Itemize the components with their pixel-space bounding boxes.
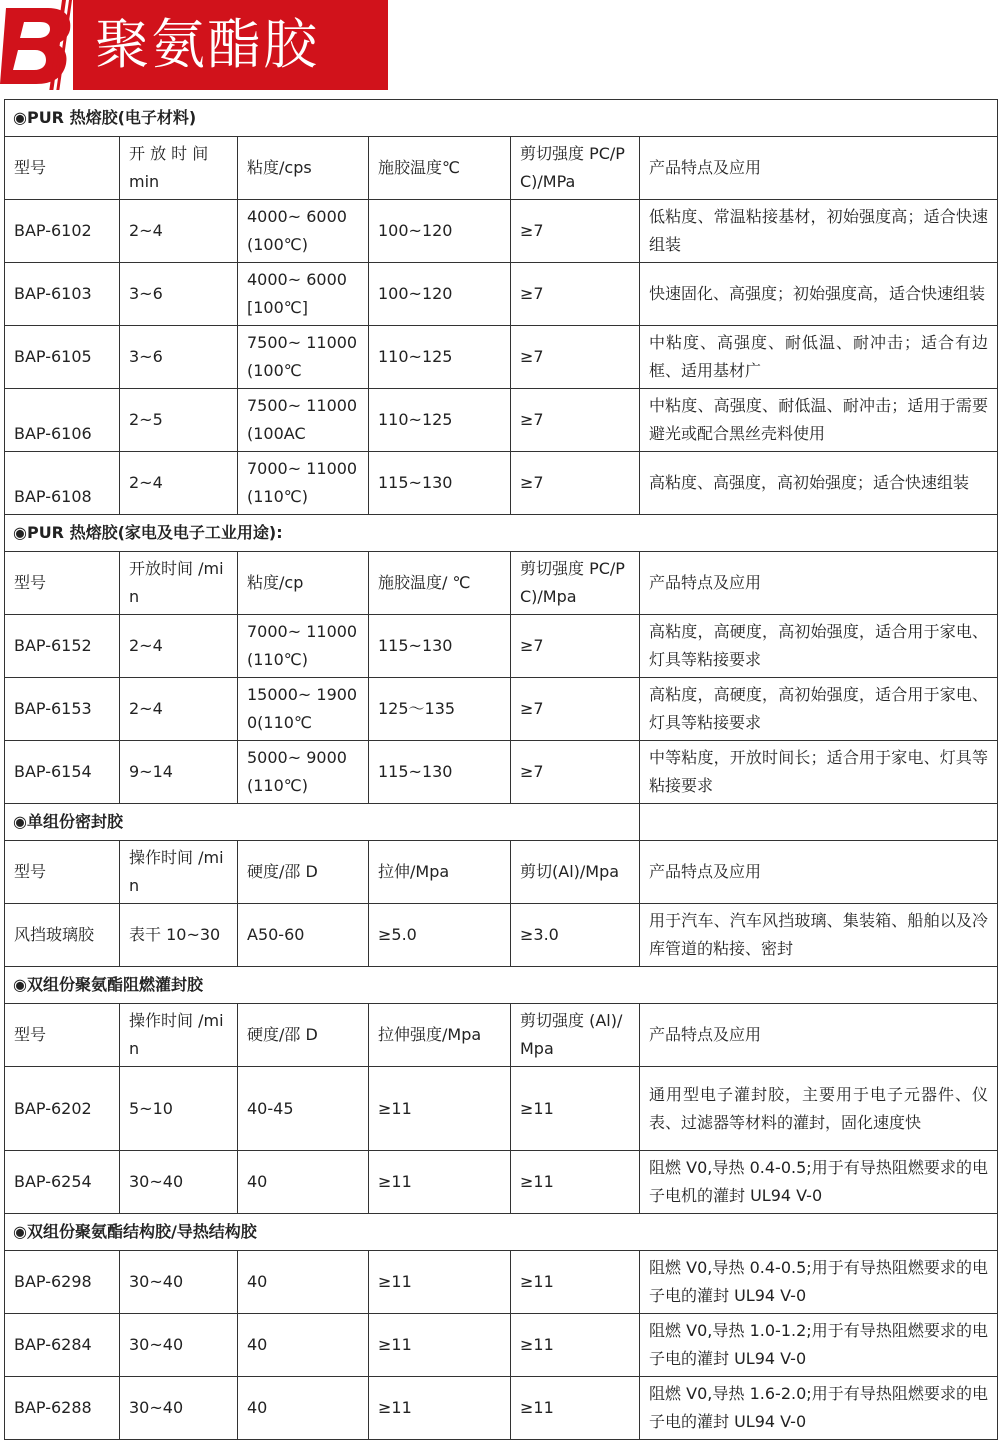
value-cell: ≥7 [511,263,640,326]
table-row [5,452,998,515]
section-title: ◉单组份密封胶 [5,804,640,841]
header-cell: 型号 [5,841,120,904]
title-banner [73,0,388,90]
value-cell: 7500~ 11000(100AC [238,389,369,452]
header-cell: 开放时间 /min [120,552,238,615]
model-cell: BAP-6152 [5,615,120,678]
table-header-row [5,552,998,615]
feature-cell: 高粘度，高硬度，高初始强度，适合用于家电、灯具等粘接要求 [640,615,998,678]
table-row [5,263,998,326]
table-row [5,615,998,678]
model-cell: BAP-6103 [5,263,120,326]
model-cell: BAP-6106 [5,389,120,452]
section-title: ◉双组份聚氨酯结构胶/导热结构胶 [5,1214,998,1251]
value-cell: 30~40 [120,1151,238,1214]
feature-cell: 阻燃 V0,导热 1.0-1.2;用于有导热阻燃要求的电子电的灌封 UL94 V-0 [640,1314,998,1377]
value-cell: 7500~ 11000(100℃ [238,326,369,389]
model-cell: BAP-6288 [5,1377,120,1440]
value-cell: ≥11 [511,1314,640,1377]
table-header-row [5,1004,998,1067]
value-cell: ≥3.0 [511,904,640,967]
header-cell: 型号 [5,137,120,200]
value-cell: 110~125 [369,389,511,452]
feature-cell: 高粘度、高强度，高初始强度；适合快速组装 [640,452,998,515]
model-cell: BAP-6202 [5,1067,120,1151]
table-row [5,741,998,804]
value-cell: ≥11 [369,1314,511,1377]
header-cell: 硬度/邵 D [238,841,369,904]
brand-logo-icon [0,0,78,90]
table-row [5,1251,998,1314]
model-cell: BAP-6153 [5,678,120,741]
value-cell: 40-45 [238,1067,369,1151]
feature-cell: 中等粘度，开放时间长；适合用于家电、灯具等粘接要求 [640,741,998,804]
value-cell: 30~40 [120,1314,238,1377]
model-cell: BAP-6284 [5,1314,120,1377]
model-cell: BAP-6254 [5,1151,120,1214]
value-cell: ≥11 [511,1067,640,1151]
value-cell: 110~125 [369,326,511,389]
feature-cell: 低粘度、常温粘接基材，初始强度高；适合快速组装 [640,200,998,263]
feature-cell: 阻燃 V0,导热 0.4-0.5;用于有导热阻燃要求的电子电机的灌封 UL94 V-0 [640,1151,998,1214]
value-cell: ≥11 [511,1151,640,1214]
value-cell: 5~10 [120,1067,238,1151]
feature-cell: 用于汽车、汽车风挡玻璃、集装箱、船舶以及冷库管道的粘接、密封 [640,904,998,967]
section-title: ◉PUR 热熔胶(电子材料) [5,100,998,137]
header-cell: 粘度/cp [238,552,369,615]
value-cell: 40 [238,1151,369,1214]
header-cell: 硬度/邵 D [238,1004,369,1067]
section-title: ◉双组份聚氨酯阻燃灌封胶 [5,967,998,1004]
feature-cell: 高粘度，高硬度，高初始强度，适合用于家电、灯具等粘接要求 [640,678,998,741]
table-row [5,678,998,741]
header-cell: 开 放 时 间 min [120,137,238,200]
value-cell: ≥11 [369,1151,511,1214]
value-cell: 40 [238,1377,369,1440]
section-title-row [5,1214,998,1251]
table-row [5,1067,998,1151]
value-cell: 9~14 [120,741,238,804]
value-cell: ≥7 [511,326,640,389]
model-cell: BAP-6154 [5,741,120,804]
header-cell: 产品特点及应用 [640,552,998,615]
table-row [5,1314,998,1377]
header-cell: 型号 [5,552,120,615]
value-cell: 30~40 [120,1251,238,1314]
header-cell: 操作时间 /min [120,841,238,904]
value-cell: 125～135 [369,678,511,741]
header-cell: 剪切强度 PC/PC)/Mpa [511,552,640,615]
section-title-row [5,515,998,552]
value-cell: ≥5.0 [369,904,511,967]
model-cell: BAP-6105 [5,326,120,389]
value-cell: 7000~ 11000(110℃) [238,615,369,678]
value-cell: 115~130 [369,615,511,678]
value-cell: 100~120 [369,263,511,326]
table-row [5,389,998,452]
feature-cell: 中粘度、高强度、耐低温、耐冲击；适合有边框、适用基材广 [640,326,998,389]
table-row [5,200,998,263]
value-cell: 5000~ 9000(110℃) [238,741,369,804]
value-cell: 15000~ 19000(110℃ [238,678,369,741]
header-cell: 剪切强度 (Al)/Mpa [511,1004,640,1067]
feature-cell: 阻燃 V0,导热 1.6-2.0;用于有导热阻燃要求的电子电的灌封 UL94 V-0 [640,1377,998,1440]
product-table [4,99,998,1440]
table-header-row [5,841,998,904]
value-cell: 4000~ 6000[100℃] [238,263,369,326]
model-cell: BAP-6298 [5,1251,120,1314]
value-cell: 100~120 [369,200,511,263]
page-header [0,0,1000,92]
header-cell: 产品特点及应用 [640,841,998,904]
table-header-row [5,137,998,200]
value-cell: ≥11 [511,1377,640,1440]
header-cell: 操作时间 /min [120,1004,238,1067]
model-cell: BAP-6108 [5,452,120,515]
header-cell: 产品特点及应用 [640,1004,998,1067]
header-cell: 型号 [5,1004,120,1067]
page-title: 聚氨酯胶 [95,13,319,76]
section-title-row [5,804,998,841]
section-title-row [5,100,998,137]
value-cell: 30~40 [120,1377,238,1440]
value-cell: A50-60 [238,904,369,967]
header-cell: 拉伸/Mpa [369,841,511,904]
value-cell: 40 [238,1251,369,1314]
header-cell: 产品特点及应用 [640,137,998,200]
header-cell: 剪切强度 PC/PC)/MPa [511,137,640,200]
value-cell: ≥11 [369,1067,511,1151]
value-cell: 2~4 [120,615,238,678]
value-cell: 7000~ 11000(110℃) [238,452,369,515]
value-cell: 2~4 [120,200,238,263]
header-cell: 施胶温度℃ [369,137,511,200]
value-cell: ≥7 [511,200,640,263]
value-cell: ≥7 [511,615,640,678]
value-cell: 2~5 [120,389,238,452]
header-cell: 粘度/cps [238,137,369,200]
value-cell: ≥7 [511,452,640,515]
value-cell: 115~130 [369,452,511,515]
header-cell: 施胶温度/ ℃ [369,552,511,615]
model-cell: 风挡玻璃胶 [5,904,120,967]
feature-cell: 中粘度、高强度、耐低温、耐冲击；适用于需要避光或配合黑丝壳料使用 [640,389,998,452]
value-cell: ≥7 [511,678,640,741]
table-row [5,326,998,389]
value-cell: 表干 10~30 [120,904,238,967]
table-row [5,1377,998,1440]
section-title-row [5,967,998,1004]
table-row [5,904,998,967]
value-cell: 40 [238,1314,369,1377]
empty-cell [640,804,998,841]
value-cell: ≥7 [511,741,640,804]
section-title: ◉PUR 热熔胶(家电及电子工业用途): [5,515,998,552]
header-cell: 拉伸强度/Mpa [369,1004,511,1067]
value-cell: 115~130 [369,741,511,804]
feature-cell: 阻燃 V0,导热 0.4-0.5;用于有导热阻燃要求的电子电的灌封 UL94 V-0 [640,1251,998,1314]
value-cell: ≥11 [511,1251,640,1314]
model-cell: BAP-6102 [5,200,120,263]
feature-cell: 通用型电子灌封胶，主要用于电子元器件、仪表、过滤器等材料的灌封，固化速度快 [640,1067,998,1151]
value-cell: ≥11 [369,1377,511,1440]
value-cell: 3~6 [120,263,238,326]
value-cell: 2~4 [120,452,238,515]
value-cell: ≥11 [369,1251,511,1314]
value-cell: 4000~ 6000(100℃) [238,200,369,263]
value-cell: 3~6 [120,326,238,389]
table-row [5,1151,998,1214]
value-cell: 2~4 [120,678,238,741]
value-cell: ≥7 [511,389,640,452]
feature-cell: 快速固化、高强度；初始强度高，适合快速组装 [640,263,998,326]
header-cell: 剪切(Al)/Mpa [511,841,640,904]
